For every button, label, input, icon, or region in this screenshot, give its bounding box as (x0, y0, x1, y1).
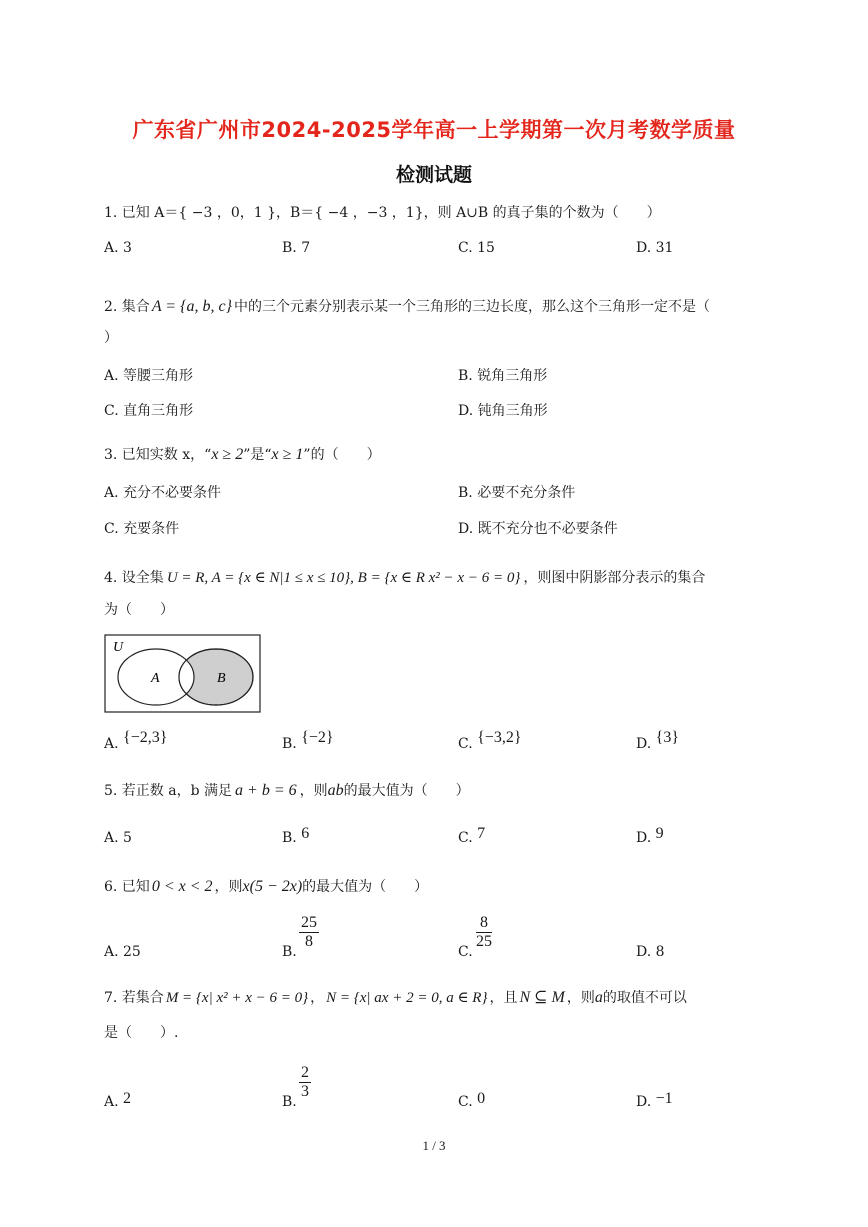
q7-option-c-math: 0 (477, 1090, 486, 1107)
question-7-stem-cont: 是（ ）. (104, 1025, 179, 1041)
q4-option-b-prefix: B. (282, 736, 297, 752)
q3-option-b: B. 必要不充分条件 (458, 485, 576, 501)
q7-math-1: M = {x| x² + x − 6 = 0} (165, 990, 309, 1006)
q6-option-c-numerator: 8 (476, 914, 492, 933)
q5-option-a (104, 828, 132, 848)
q7-option-c-prefix: C. (458, 1094, 473, 1110)
q1-option-d: D. 31 (636, 240, 674, 256)
q7-option-d-math: −1 (655, 1090, 673, 1107)
q2-option-a: A. 等腰三角形 (104, 368, 194, 384)
q2-option-c: C. 直角三角形 (104, 403, 194, 419)
q6-option-c-denominator: 25 (476, 933, 492, 950)
q6-option-b-fraction (299, 914, 319, 951)
q3-text-c: ”的（ ） (303, 447, 381, 463)
q7-math-3: N ⊆ M (519, 989, 565, 1006)
q3-math-1: x ≥ 2 (211, 446, 244, 463)
q5-option-c-prefix: C. (458, 830, 473, 846)
q3-option-c: C. 充要条件 (104, 521, 180, 537)
venn-label-a: A (151, 671, 160, 686)
venn-diagram (104, 634, 262, 714)
page-number: 1 / 3 (422, 1138, 446, 1153)
q4-option-b-math: {−2} (301, 729, 334, 746)
page-subtitle: 检测试题 (395, 164, 472, 186)
q7-text-d: ，则 (566, 990, 595, 1006)
q7-text-e: 的取值不可以 (602, 990, 687, 1006)
q6-option-b-numerator: 25 (301, 914, 317, 931)
q5-option-c (458, 825, 486, 848)
q6-option-b-denominator: 8 (305, 933, 313, 950)
question-7-stem (104, 988, 687, 1008)
q4-option-d-prefix: D. (636, 736, 652, 752)
q2-math: A = {a, b, c} (151, 298, 232, 315)
question-1-stem: 1. 已知 A＝{ −3 ，0，1 }，B＝{ −4 ，−3 ，1}，则 A∪B 的真子集的个数为（ ） (104, 205, 661, 221)
question-6-stem (104, 877, 428, 897)
q7-option-b-prefix: B. (282, 1094, 297, 1110)
q4-option-d (636, 729, 679, 754)
q4-option-c (458, 729, 522, 754)
question-2-stem-cont: ） (104, 330, 118, 346)
q7-option-b-denominator: 3 (301, 1083, 309, 1100)
q3-text-b: ”是“ (243, 447, 272, 463)
q5-option-b-math: 6 (301, 825, 310, 842)
q6-option-d: D. 8 (636, 944, 665, 960)
question-5-stem (104, 781, 470, 801)
q4-option-a-math: {−2,3} (123, 729, 168, 746)
q6-math-2: x(5 − 2x) (242, 878, 303, 895)
q7-math-2: N = {x| ax + 2 = 0, a ∈ R} (326, 990, 488, 1006)
q3-option-d: D. 既不充分也不必要条件 (458, 521, 618, 537)
q5-option-d (636, 825, 664, 848)
q6-text-c: 的最大值为（ ） (302, 879, 429, 895)
q7-option-d (636, 1092, 673, 1112)
q6-option-b-prefix: B. (282, 944, 297, 960)
q6-math-1: 0 < x < 2 (151, 878, 213, 895)
question-3-stem (104, 445, 381, 465)
q7-text-a: 7. 若集合 (104, 990, 164, 1006)
q7-option-a-math: 2 (123, 1090, 132, 1107)
q5-option-b (282, 825, 310, 848)
q2-text-a: 2. 集合 (104, 299, 150, 315)
q3-text-a: 3. 已知实数 x，“ (104, 447, 212, 463)
q4-option-a-prefix: A. (104, 736, 119, 752)
q7-math-4: a (594, 989, 603, 1006)
q4-text-b: ，则图中阴影部分表示的集合 (523, 570, 706, 586)
q7-option-a-prefix: A. (104, 1094, 119, 1110)
q6-text-a: 6. 已知 (104, 879, 150, 895)
question-2-stem (104, 297, 710, 317)
q7-text-b: ， (310, 990, 325, 1006)
venn-label-b: B (217, 671, 226, 686)
question-4-stem-cont: 为（ ） (104, 602, 174, 618)
q6-text-b: ，则 (214, 879, 243, 895)
q1-option-b: B. 7 (282, 240, 311, 256)
q5-option-c-math: 7 (477, 825, 486, 842)
q7-option-b-fraction (299, 1064, 311, 1101)
page-title: 广东省广州市2024-2025学年高一上学期第一次月考数学质量 (132, 118, 736, 142)
q5-option-a-prefix: A. 5 (104, 830, 132, 846)
q1-option-a: A. 3 (104, 240, 132, 256)
q6-option-a: A. 25 (104, 944, 141, 960)
q2-option-b: B. 锐角三角形 (458, 368, 548, 384)
q4-math: U = R, A = {x ∈ N|1 ≤ x ≤ 10}, B = {x ∈ R x² − x − 6 = 0} (166, 570, 521, 586)
q7-option-d-prefix: D. (636, 1094, 652, 1110)
q3-option-a: A. 充分不必要条件 (104, 485, 222, 501)
venn-label-u: U (113, 640, 124, 655)
q4-option-b (282, 729, 334, 754)
q7-option-c (458, 1092, 485, 1112)
q4-option-c-math: {−3,2} (477, 729, 522, 746)
q1-option-c: C. 15 (458, 240, 495, 256)
q4-option-a (104, 729, 168, 754)
q5-option-d-prefix: D. (636, 830, 652, 846)
q3-math-2: x ≥ 1 (271, 446, 304, 463)
q5-math-2: ab (327, 782, 344, 799)
q7-text-c: ，且 (489, 990, 518, 1006)
q5-text-b: ，则 (299, 783, 328, 799)
q4-text-a: 4. 设全集 (104, 570, 164, 586)
q7-option-a (104, 1092, 131, 1112)
q5-text-c: 的最大值为（ ） (343, 783, 470, 799)
q7-option-b-numerator: 2 (301, 1064, 309, 1081)
q4-option-c-prefix: C. (458, 736, 473, 752)
q5-option-b-prefix: B. (282, 830, 297, 846)
question-4-stem (104, 568, 705, 588)
q2-text-b: 中的三个元素分别表示某一个三角形的三边长度，那么这个三角形一定不是（ (234, 299, 710, 315)
q5-math-1: a + b = 6 (235, 782, 297, 799)
q6-option-c-fraction (476, 914, 492, 951)
q6-option-c-prefix: C. (458, 944, 473, 960)
q5-option-d-math: 9 (655, 825, 664, 842)
q4-option-d-math: {3} (655, 729, 679, 746)
q2-option-d: D. 钝角三角形 (458, 403, 548, 419)
q5-text-a: 5. 若正数 a，b 满足 (104, 783, 233, 799)
